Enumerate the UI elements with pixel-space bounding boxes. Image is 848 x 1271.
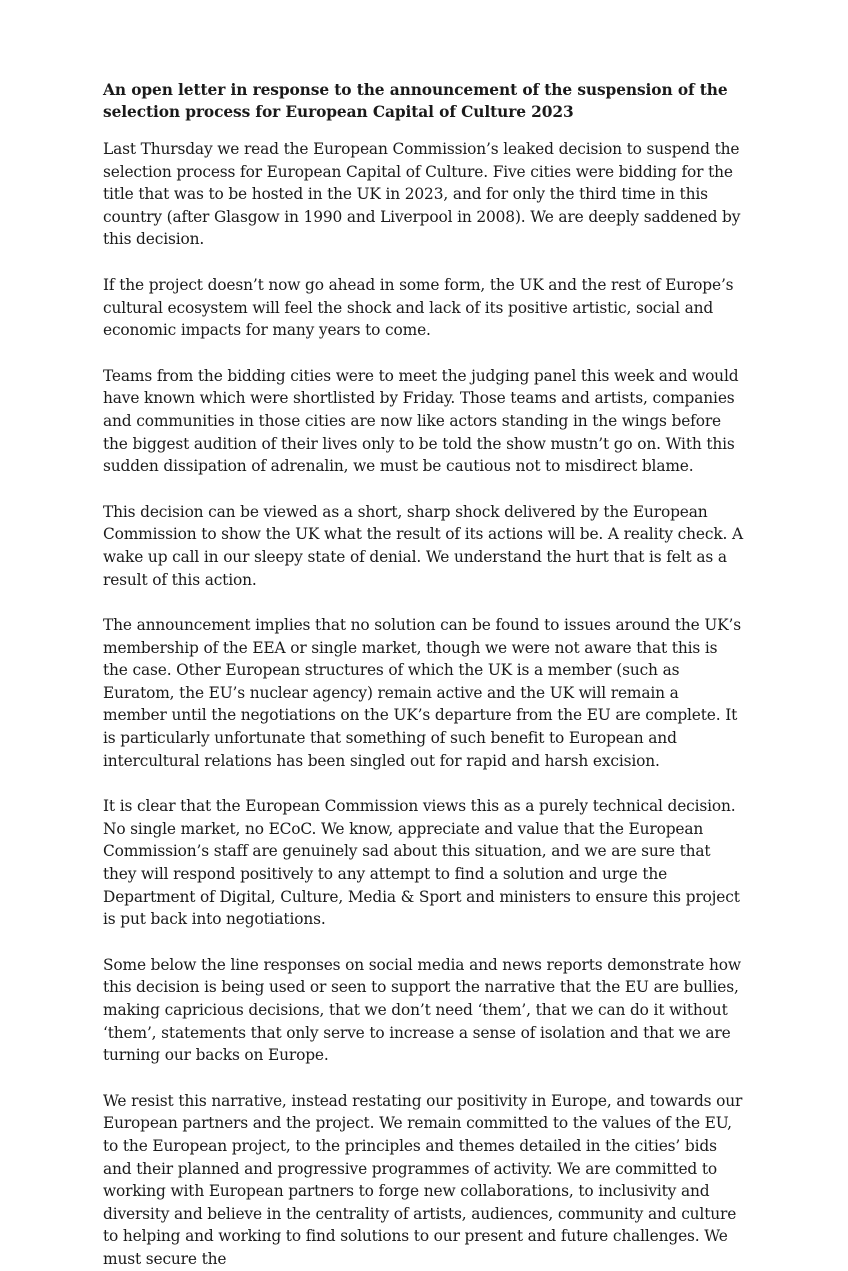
paragraph-2: If the project doesn’t now go ahead in some form, the UK and the rest of Europe’s cultural ecosystem will feel the shock and lack of its positive artistic, social and economic impacts for many years to come. xyxy=(103,275,734,340)
letter-page xyxy=(103,79,745,1271)
paragraph-3: Teams from the bidding cities were to meet the judging panel this week and would have known which were shortlisted by Friday. Those teams and artists, companies and communities in those cities are now like actors standing in the wings before the biggest audition of their lives only to be told the show mustn’t go on. With this sudden dissipation of adrenalin, we must be cautious not to misdirect blame. xyxy=(103,366,739,476)
paragraph-6: It is clear that the European Commission views this as a purely technical decision. No single market, no ECoC. We know, appreciate and value that the European Commission’s staff are genuinely sad about this situation, and we are sure that they will respond positively to any attempt to find a solution and urge the Department of Digital, Culture, Media & Sport and ministers to ensure this project is put back into negotiations. xyxy=(103,797,740,929)
paragraph-8: We resist this narrative, instead restating our positivity in Europe, and towards our European partners and the project. We remain committed to the values of the EU, to the European project, to the principles and themes detailed in the cities’ bids and their planned and progressive programmes of activity. We are committed to working with European partners to forge new collaborations, to inclusivity and diversity and believe in the centrality of artists, audiences, community and culture to helping and working to find solutions to our present and future challenges. We must secure the xyxy=(103,1091,743,1268)
paragraph-1: Last Thursday we read the European Commission’s leaked decision to suspend the selection process for European Capital of Culture. Five cities were bidding for the title that was to be hosted in the UK in 2023, and for only the third time in this country (after Glasgow in 1990 and Liverpool in 2008). We are deeply saddened by this decision. xyxy=(103,140,741,249)
paragraph-4: This decision can be viewed as a short, sharp shock delivered by the European Commission to show the UK what the result of its actions will be. A reality check. A wake up call in our sleepy state of denial. We understand the hurt that is felt as a result of this action. xyxy=(103,502,743,589)
paragraph-5: The announcement implies that no solution can be found to issues around the UK’s membership of the EEA or single market, though we were not aware that this is the case. Other European structures of which the UK is a member (such as Euratom, the EU’s nuclear agency) remain active and the UK will remain a member until the negotiations on the UK’s departure from the EU are complete. It is particularly unfortunate that something of such benefit to European and intercultural relations has been singled out for rapid and harsh excision. xyxy=(103,616,741,770)
letter-title: An open letter in response to the announcement of the suspension of the selection process for European Capital of Culture 2023 xyxy=(103,81,728,121)
paragraph-7: Some below the line responses on social media and news reports demonstrate how this decision is being used or seen to support the narrative that the EU are bullies, making capricious decisions, that we don’t need ‘them’, that we can do it without ‘them’, statements that only serve to increase a sense of isolation and that we are turning our backs on Europe. xyxy=(103,955,741,1065)
